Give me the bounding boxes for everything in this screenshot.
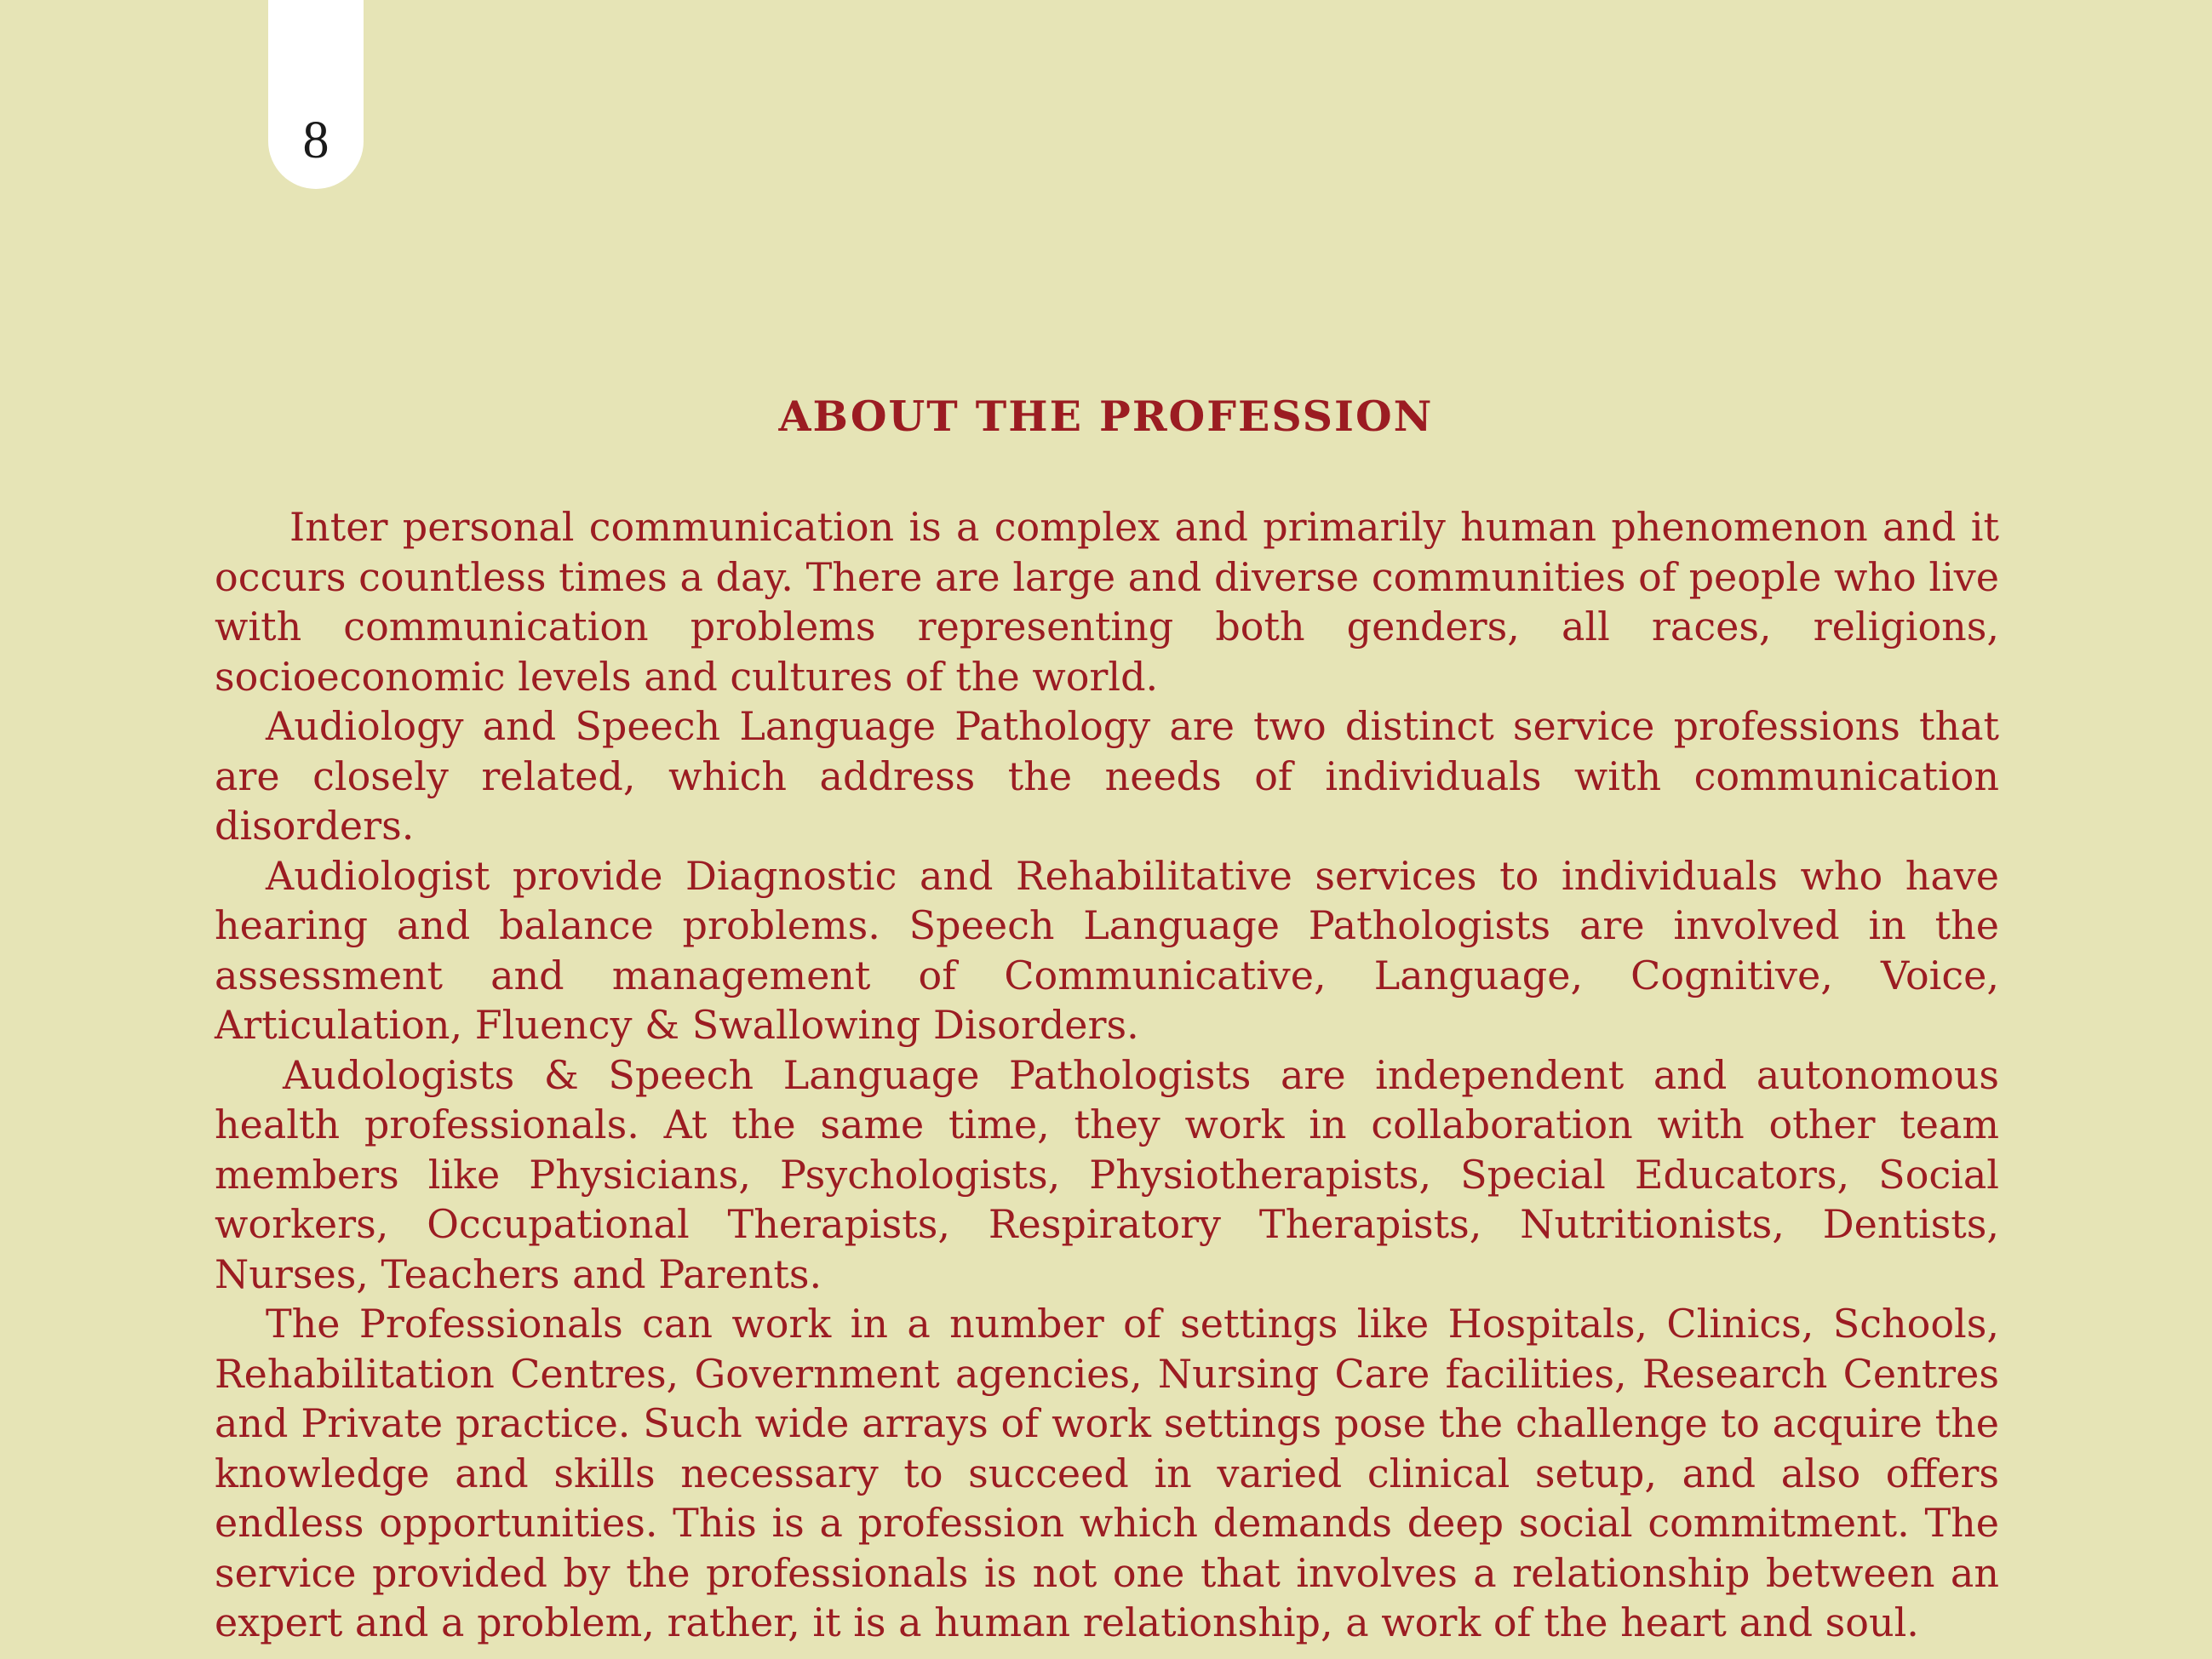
paragraph-communication: Inter personal communication is a complex and primarily human phenomenon and it occurs countless times a day. There are large and diverse communities of people who live with communication problems representing both genders, all races, religions, socioeconomic levels and cultures of the world. <box>215 504 1999 700</box>
page-number-tab <box>268 0 364 189</box>
page-title: ABOUT THE PROFESSION <box>778 392 1434 441</box>
paragraph-autonomy-collaboration: Audologists & Speech Language Pathologists are independent and autonomous health professionals. At the same time, they work in collaboration with other team members like Physicians, Psychologists, Physiotherapists, Special Educators, Social workers, Occupational Therapists, Respiratory Therapists, Nutritionists, Dentists, Nurses, Teachers and Parents. <box>215 1051 1999 1297</box>
paragraph-audiologist-services: Audiologist provide Diagnostic and Rehabilitative services to individuals who have hearing and balance problems. Speech Language Pathologists are involved in the assessment and management of Communicative, Language, Cognitive, Voice, Articulation, Fluency & Swallowing Disorders. <box>215 852 1999 1048</box>
paragraph-work-settings: The Professionals can work in a number of settings like Hospitals, Clinics, Schools, Rehabilitation Centres, Government agencies, Nursing Care facilities, Research Centres and Private practice. Such wide arrays of work settings pose the challenge to acquire the knowledge and skills necessary to succeed in varied clinical setup, and also offers endless opportunities. This is a profession which demands deep social commitment. The service provided by the professionals is not one that involves a relationship between an expert and a problem, rather, it is a human relationship, a work of the heart and soul. <box>215 1301 1999 1645</box>
paragraph-professions: Audiology and Speech Language Pathology are two distinct service professions that are closely related, which address the needs of individuals with communication disorders. <box>215 703 1999 849</box>
page-number: 8 <box>302 112 330 169</box>
body-text <box>215 502 1999 1648</box>
